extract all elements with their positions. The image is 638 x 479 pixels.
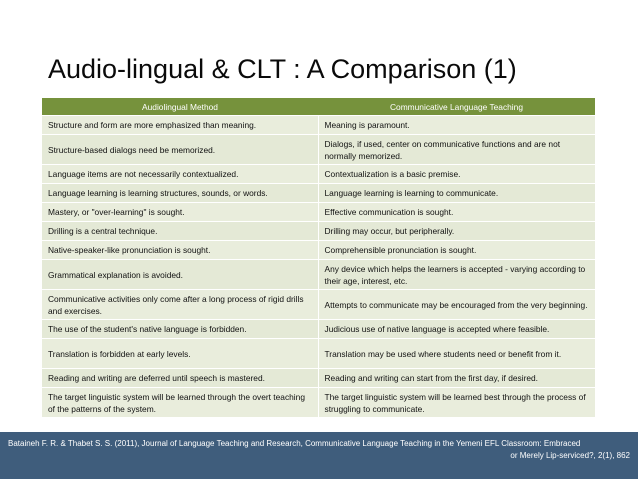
- table-row: [42, 339, 595, 369]
- clt-cell: Dialogs, if used, center on communicative functions and are not normally memorized.: [318, 135, 595, 165]
- slide-title: Audio-lingual & CLT : A Comparison (1): [48, 54, 517, 84]
- table-row: [42, 116, 595, 135]
- clt-cell: Contextualization is a basic premise.: [318, 165, 595, 184]
- title-rule: [0, 92, 638, 94]
- table-header-row: [42, 98, 595, 116]
- audiolingual-cell: Translation is forbidden at early levels.: [42, 339, 318, 369]
- table-row: [42, 222, 595, 241]
- column-header-audiolingual: Audiolingual Method: [42, 98, 318, 116]
- audiolingual-cell: Language items are not necessarily contextualized.: [42, 165, 318, 184]
- audiolingual-cell: The target linguistic system will be learned through the overt teaching of the patterns of the system.: [42, 388, 318, 418]
- comparison-table: [42, 98, 595, 418]
- table-row: [42, 165, 595, 184]
- table-row: [42, 184, 595, 203]
- clt-cell: Any device which helps the learners is accepted - varying according to their age, interest, etc.: [318, 260, 595, 290]
- audiolingual-cell: Mastery, or "over-learning" is sought.: [42, 203, 318, 222]
- table-row: [42, 320, 595, 339]
- table-row: [42, 241, 595, 260]
- audiolingual-cell: Reading and writing are deferred until speech is mastered.: [42, 369, 318, 388]
- audiolingual-cell: Communicative activities only come after a long process of rigid drills and exercises.: [42, 290, 318, 320]
- table-row: [42, 135, 595, 165]
- audiolingual-cell: The use of the student's native language is forbidden.: [42, 320, 318, 339]
- clt-cell: Reading and writing can start from the first day, if desired.: [318, 369, 595, 388]
- clt-cell: Comprehensible pronunciation is sought.: [318, 241, 595, 260]
- audiolingual-cell: Structure and form are more emphasized than meaning.: [42, 116, 318, 135]
- clt-cell: Judicious use of native language is accepted where feasible.: [318, 320, 595, 339]
- clt-cell: The target linguistic system will be learned best through the process of struggling to communicate.: [318, 388, 595, 418]
- clt-cell: Drilling may occur, but peripherally.: [318, 222, 595, 241]
- audiolingual-cell: Grammatical explanation is avoided.: [42, 260, 318, 290]
- table-row: [42, 388, 595, 418]
- table-row: [42, 203, 595, 222]
- table-row: [42, 369, 595, 388]
- top-band: [0, 0, 638, 8]
- table-row: [42, 290, 595, 320]
- audiolingual-cell: Native-speaker-like pronunciation is sought.: [42, 241, 318, 260]
- table-row: [42, 260, 595, 290]
- clt-cell: Attempts to communicate may be encouraged from the very beginning.: [318, 290, 595, 320]
- audiolingual-cell: Language learning is learning structures, sounds, or words.: [42, 184, 318, 203]
- citation-footer: [0, 432, 638, 479]
- clt-cell: Language learning is learning to communicate.: [318, 184, 595, 203]
- clt-cell: Translation may be used where students need or benefit from it.: [318, 339, 595, 369]
- audiolingual-cell: Structure-based dialogs need be memorized.: [42, 135, 318, 165]
- clt-cell: Effective communication is sought.: [318, 203, 595, 222]
- audiolingual-cell: Drilling is a central technique.: [42, 222, 318, 241]
- column-header-clt: Communicative Language Teaching: [318, 98, 595, 116]
- citation-line-2: or Merely Lip-serviced?, 2(1), 862: [510, 451, 630, 460]
- clt-cell: Meaning is paramount.: [318, 116, 595, 135]
- citation-line-1: Bataineh F. R. & Thabet S. S. (2011), Journal of Language Teaching and Research, Communicative Language Teaching in the Yemeni EFL Classroom: Embraced: [8, 439, 581, 448]
